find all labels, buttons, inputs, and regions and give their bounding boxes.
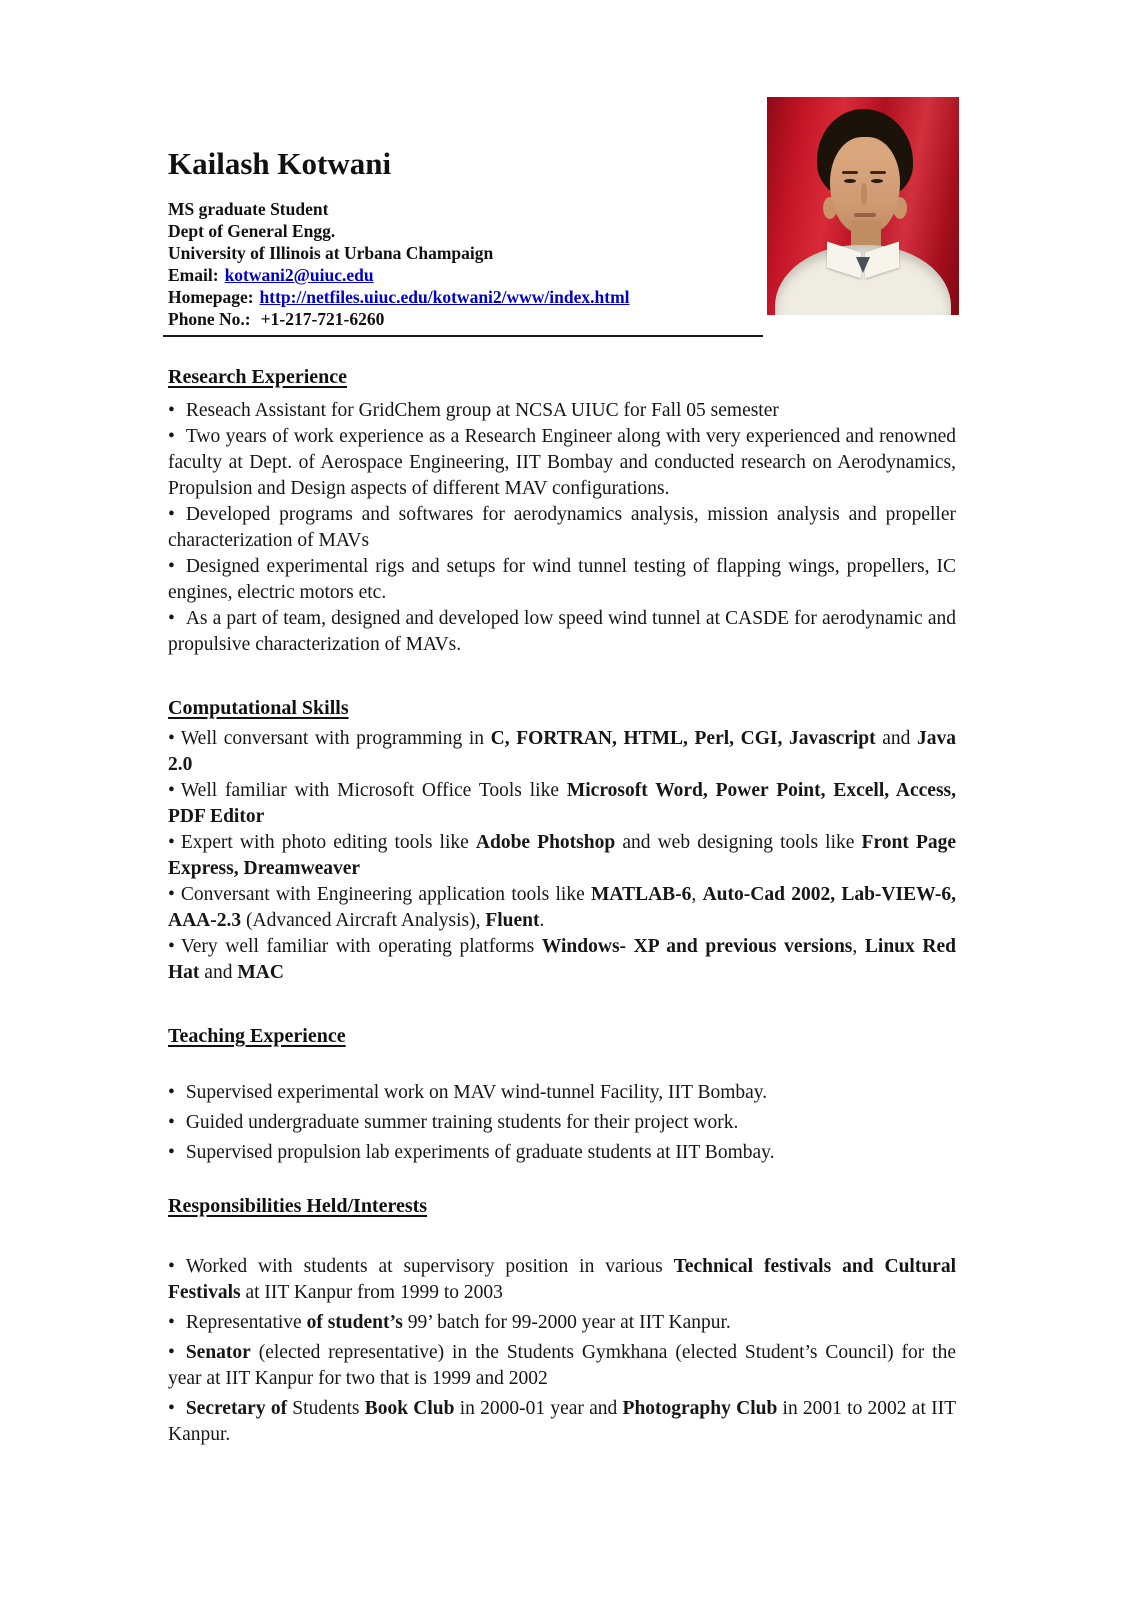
resume-section (168, 1192, 956, 1448)
bullet-text: , (691, 884, 703, 905)
bullet-item (168, 726, 956, 778)
phone-number: +1-217-721-6260 (260, 309, 385, 329)
header-divider (163, 335, 763, 337)
bullet-text: Well conversant with programming in (180, 728, 491, 749)
bullet-item (168, 424, 956, 502)
bullet-text-bold: Secretary of (185, 1398, 288, 1419)
bullet-text: (Advanced Aircraft Analysis), (241, 910, 486, 931)
bullet-icon: • (168, 504, 175, 525)
phone-label: Phone No.: (168, 309, 251, 329)
bullet-text: (elected representative) in the Students Gymkhana (elected Student’s Council) for the year at IIT Kanpur for two that is 1999 and 2002 (168, 1342, 956, 1389)
section-title: Teaching Experience (168, 1025, 346, 1047)
bullet-text-bold: Fluent (485, 910, 540, 931)
bullet-text-bold: MATLAB-6 (591, 884, 692, 905)
bullet-icon: • (168, 1112, 175, 1133)
contact-homepage-line (168, 286, 956, 308)
bullet-icon: • (168, 556, 175, 577)
bullet-text-bold: Microsoft Word, Power Point, Excell, Access, PDF Editor (168, 780, 956, 827)
homepage-link[interactable]: http://netfiles.uiuc.edu/kotwani2/www/index.html (259, 287, 630, 307)
bullet-text: Two years of work experience as a Research Engineer along with very experienced and renowned faculty at Dept. of Aerospace Engineering, IIT Bombay and conducted research on Aerodynamics, Propulsion and Design aspects of different MAV configurations. (168, 426, 956, 499)
bullet-text: Developed programs and softwares for aerodynamics analysis, mission analysis and propeller characterization of MAVs (168, 504, 956, 551)
bullet-text: . (539, 910, 545, 931)
resume-sections (168, 363, 956, 1448)
bullet-text-bold: Adobe Photshop (475, 832, 616, 853)
bullet-icon: • (168, 1256, 175, 1277)
bullet-text-bold: Book Club (364, 1398, 455, 1419)
bullet-item (168, 1254, 956, 1306)
bullet-icon: • (168, 1082, 175, 1103)
bullet-item (168, 1396, 956, 1448)
bullet-text: Guided undergraduate summer training students for their project work. (185, 1112, 739, 1133)
bullet-icon: • (168, 1342, 175, 1363)
bullet-item (168, 778, 956, 830)
bullet-text: and web designing tools like (615, 832, 862, 853)
bullet-icon: • (168, 400, 175, 421)
bullet-text: Reseach Assistant for GridChem group at NCSA UIUC for Fall 05 semester (185, 400, 779, 421)
section-title: Computational Skills (168, 697, 349, 719)
email-link[interactable]: kotwani2@uiuc.edu (224, 265, 374, 285)
bullet-text: 99’ batch for 99-2000 year at IIT Kanpur. (402, 1312, 731, 1333)
bullet-text: Representative (185, 1312, 307, 1333)
bullet-text: in 2001 to 2002 at IIT Kanpur. (168, 1398, 956, 1445)
bullet-item (168, 934, 956, 986)
bullet-item (168, 1080, 956, 1106)
contact-role: MS graduate Student (168, 199, 329, 219)
bullet-text-bold: Front Page Express, Dreamweaver (168, 832, 957, 879)
contact-block (168, 198, 956, 330)
bullet-text-bold: C, FORTRAN, HTML, Perl, CGI, Javascript (490, 728, 876, 749)
bullet-item (168, 554, 956, 606)
bullet-text-bold: of student’s (306, 1312, 403, 1333)
bullet-text: As a part of team, designed and developed low speed wind tunnel at CASDE for aerodynamic and propulsive characterization of MAVs. (168, 608, 956, 655)
bullet-text-bold: Linux Red Hat (168, 936, 956, 983)
section-title: Responsibilities Held/Interests (168, 1195, 428, 1217)
contact-university: University of Illinois at Urbana Champaign (168, 243, 494, 263)
bullet-item (168, 606, 956, 658)
bullet-icon: • (168, 1398, 175, 1419)
resume-content (168, 0, 956, 1452)
bullet-icon: • (168, 936, 175, 957)
bullet-text: and (199, 962, 238, 983)
contact-email-line (168, 264, 956, 286)
section-title: Research Experience (168, 366, 348, 388)
resume-section (168, 694, 956, 986)
bullet-item (168, 502, 956, 554)
resume-section (168, 363, 956, 658)
bullet-item (168, 398, 956, 424)
bullet-text: Worked with students at supervisory position in various (185, 1256, 674, 1277)
bullet-text: , (852, 936, 865, 957)
bullet-icon: • (168, 608, 175, 629)
bullet-item (168, 1140, 956, 1166)
bullet-text-bold: Windows- XP and previous versions (541, 936, 853, 957)
bullet-text-bold: Technical festivals and Cultural Festivals (168, 1256, 956, 1303)
bullet-icon: • (168, 1142, 175, 1163)
email-label: Email: (168, 265, 219, 285)
page-title: Kailash Kotwani (168, 146, 392, 181)
bullet-text-bold: Java 2.0 (168, 728, 957, 775)
bullet-text: at IIT Kanpur from 1999 to 2003 (240, 1282, 503, 1303)
bullet-text: Well familiar with Microsoft Office Tools like (180, 780, 567, 801)
bullet-icon: • (168, 780, 175, 801)
bullet-text-bold: Photography Club (622, 1398, 778, 1419)
bullet-text: Supervised experimental work on MAV wind-tunnel Facility, IIT Bombay. (185, 1082, 768, 1103)
contact-phone-line (168, 308, 956, 330)
bullet-item (168, 1110, 956, 1136)
contact-department: Dept of General Engg. (168, 221, 336, 241)
bullet-icon: • (168, 884, 175, 905)
bullet-icon: • (168, 426, 175, 447)
bullet-item (168, 882, 956, 934)
bullet-text-bold: MAC (237, 962, 284, 983)
bullet-icon: • (168, 1312, 175, 1333)
bullet-icon: • (168, 728, 175, 749)
bullet-icon: • (168, 832, 175, 853)
bullet-text: and (875, 728, 918, 749)
bullet-item (168, 1340, 956, 1392)
bullet-text: Supervised propulsion lab experiments of graduate students at IIT Bombay. (185, 1142, 775, 1163)
resume-section (168, 1022, 956, 1166)
bullet-text: Conversant with Engineering application tools like (180, 884, 592, 905)
bullet-item (168, 830, 956, 882)
bullet-text: Expert with photo editing tools like (180, 832, 476, 853)
bullet-text-bold: Auto-Cad 2002, Lab-VIEW-6, AAA-2.3 (168, 884, 957, 931)
bullet-text: Very well familiar with operating platforms (180, 936, 542, 957)
bullet-text: in 2000-01 year and (454, 1398, 623, 1419)
bullet-text-bold: Senator (185, 1342, 251, 1363)
bullet-text: Students (287, 1398, 365, 1419)
bullet-item (168, 1310, 956, 1336)
bullet-text: Designed experimental rigs and setups for wind tunnel testing of flapping wings, propellers, IC engines, electric motors etc. (168, 556, 956, 603)
homepage-label: Homepage: (168, 287, 254, 307)
